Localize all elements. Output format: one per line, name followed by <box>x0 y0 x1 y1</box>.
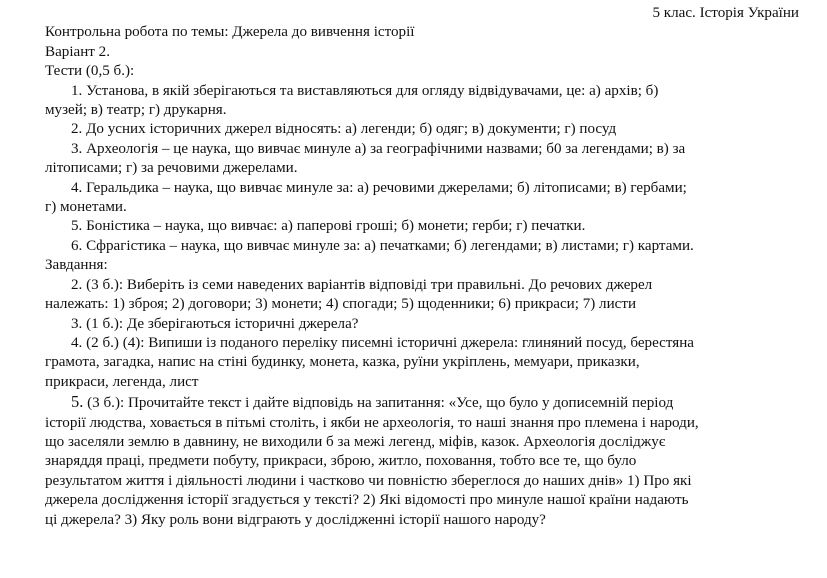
task-text: (2 б.) (4): Випиши із поданого переліку писемні історичні джерела: глиняний посуд, берестяна <box>86 334 694 351</box>
test-item-1 <box>45 82 799 121</box>
task-text: (3 б.): Прочитайте текст і дайте відповідь на запитання: «Усе, що було у дописемній період <box>87 395 674 412</box>
test-number: 2. <box>71 121 83 138</box>
task-line <box>45 276 799 295</box>
task-number: 2. <box>71 276 83 293</box>
test-text: Боністика – наука, що вивчає: а) паперові гроші; б) монети; герби; г) печатки. <box>86 218 586 235</box>
task-number: 3. <box>71 315 83 332</box>
task-text: (1 б.): Де зберігаються історичні джерела? <box>86 315 359 332</box>
test-line: літописами; г) за речовими джерелами. <box>45 160 298 177</box>
task-line: ці джерела? 3) Яку роль вони відграють у дослідженні історії нашого народу? <box>45 511 546 528</box>
test-text: Геральдика – наука, що вивчає минуле за: а) речовими джерелами; б) літописами; в) гербами; <box>86 179 687 196</box>
test-line <box>45 82 799 101</box>
task-item-4 <box>45 334 799 392</box>
test-text: Археологія – це наука, що вивчає минуле а) за географічними назвами; б0 за легендами; в) за <box>86 140 686 157</box>
test-number: 6. <box>71 237 83 254</box>
test-line: музей; в) театр; г) друкарня. <box>45 102 227 119</box>
task-line: грамота, загадка, напис на стіні будинку, монета, казка, руїни укріплень, мемуари, приказки, <box>45 354 640 371</box>
test-item-2 <box>45 120 799 139</box>
task-line <box>45 315 799 334</box>
grade-subject-header: 5 клас. Історія України <box>652 5 799 21</box>
document-title: Контрольна робота по темы: Джерела до вивчення історії <box>45 24 415 41</box>
test-line <box>45 120 799 139</box>
variant-label: Варіант 2. <box>45 43 110 60</box>
task-line: належать: 1) зброя; 2) договори; 3) монети; 4) спогади; 5) щоденники; 6) прикраси; 7) листи <box>45 296 637 313</box>
test-number: 5. <box>71 218 83 235</box>
test-line <box>45 179 799 198</box>
test-item-4 <box>45 179 799 218</box>
tasks-heading: Завдання: <box>45 257 108 274</box>
task-line <box>45 334 799 353</box>
test-number: 4. <box>71 179 83 196</box>
test-item-6 <box>45 237 799 256</box>
task-item-3 <box>45 315 799 334</box>
test-text: Сфрагістика – наука, що вивчає минуле за: а) печатками; б) легендами; в) листами; г) картами. <box>86 237 694 254</box>
task-number: 4. <box>71 334 83 351</box>
test-item-5 <box>45 217 799 236</box>
test-line <box>45 140 799 159</box>
test-number: 1. <box>71 82 83 99</box>
test-line <box>45 217 799 236</box>
test-line <box>45 237 799 256</box>
task-text: (3 б.): Виберіть із семи наведених варіантів відповіді три правильні. До речових джерел <box>86 276 653 293</box>
test-number: 3. <box>71 140 83 157</box>
test-text: Установа, в якій зберігаються та виставляються для огляду відвідувачами, це: а) архів; б) <box>86 82 659 99</box>
tests-heading: Тести (0,5 б.): <box>45 63 135 80</box>
task-line: історії людства, ховається в пітьмі століть, і якби не археологія, то наші знання про племена і народи, <box>45 414 699 431</box>
test-item-3 <box>45 140 799 179</box>
test-line: г) монетами. <box>45 199 127 216</box>
task-item-5 <box>45 392 799 530</box>
task-line <box>45 392 799 413</box>
task-line: джерела дослідження історії згадується у тексті? 2) Які відомості про минуле нашої країни надають <box>45 492 689 509</box>
task-line: що заселяли землю в давнину, не виходили б за межі легенд, міфів, казок. Археологія досліджує <box>45 433 666 450</box>
task-line: результатом життя і діяльності людини і частково чи повністю збереглося до наших днів» 1) Про які <box>45 472 692 489</box>
task-number: 5. <box>71 392 84 412</box>
test-text: До усних історичних джерел відносять: а) легенди; б) одяг; в) документи; г) посуд <box>86 121 617 138</box>
task-line: прикраси, легенда, лист <box>45 373 199 390</box>
task-line: знаряддя праці, предмети побуту, прикраси, зброю, житло, поховання, тобто все те, що було <box>45 453 637 470</box>
task-item-2 <box>45 276 799 315</box>
